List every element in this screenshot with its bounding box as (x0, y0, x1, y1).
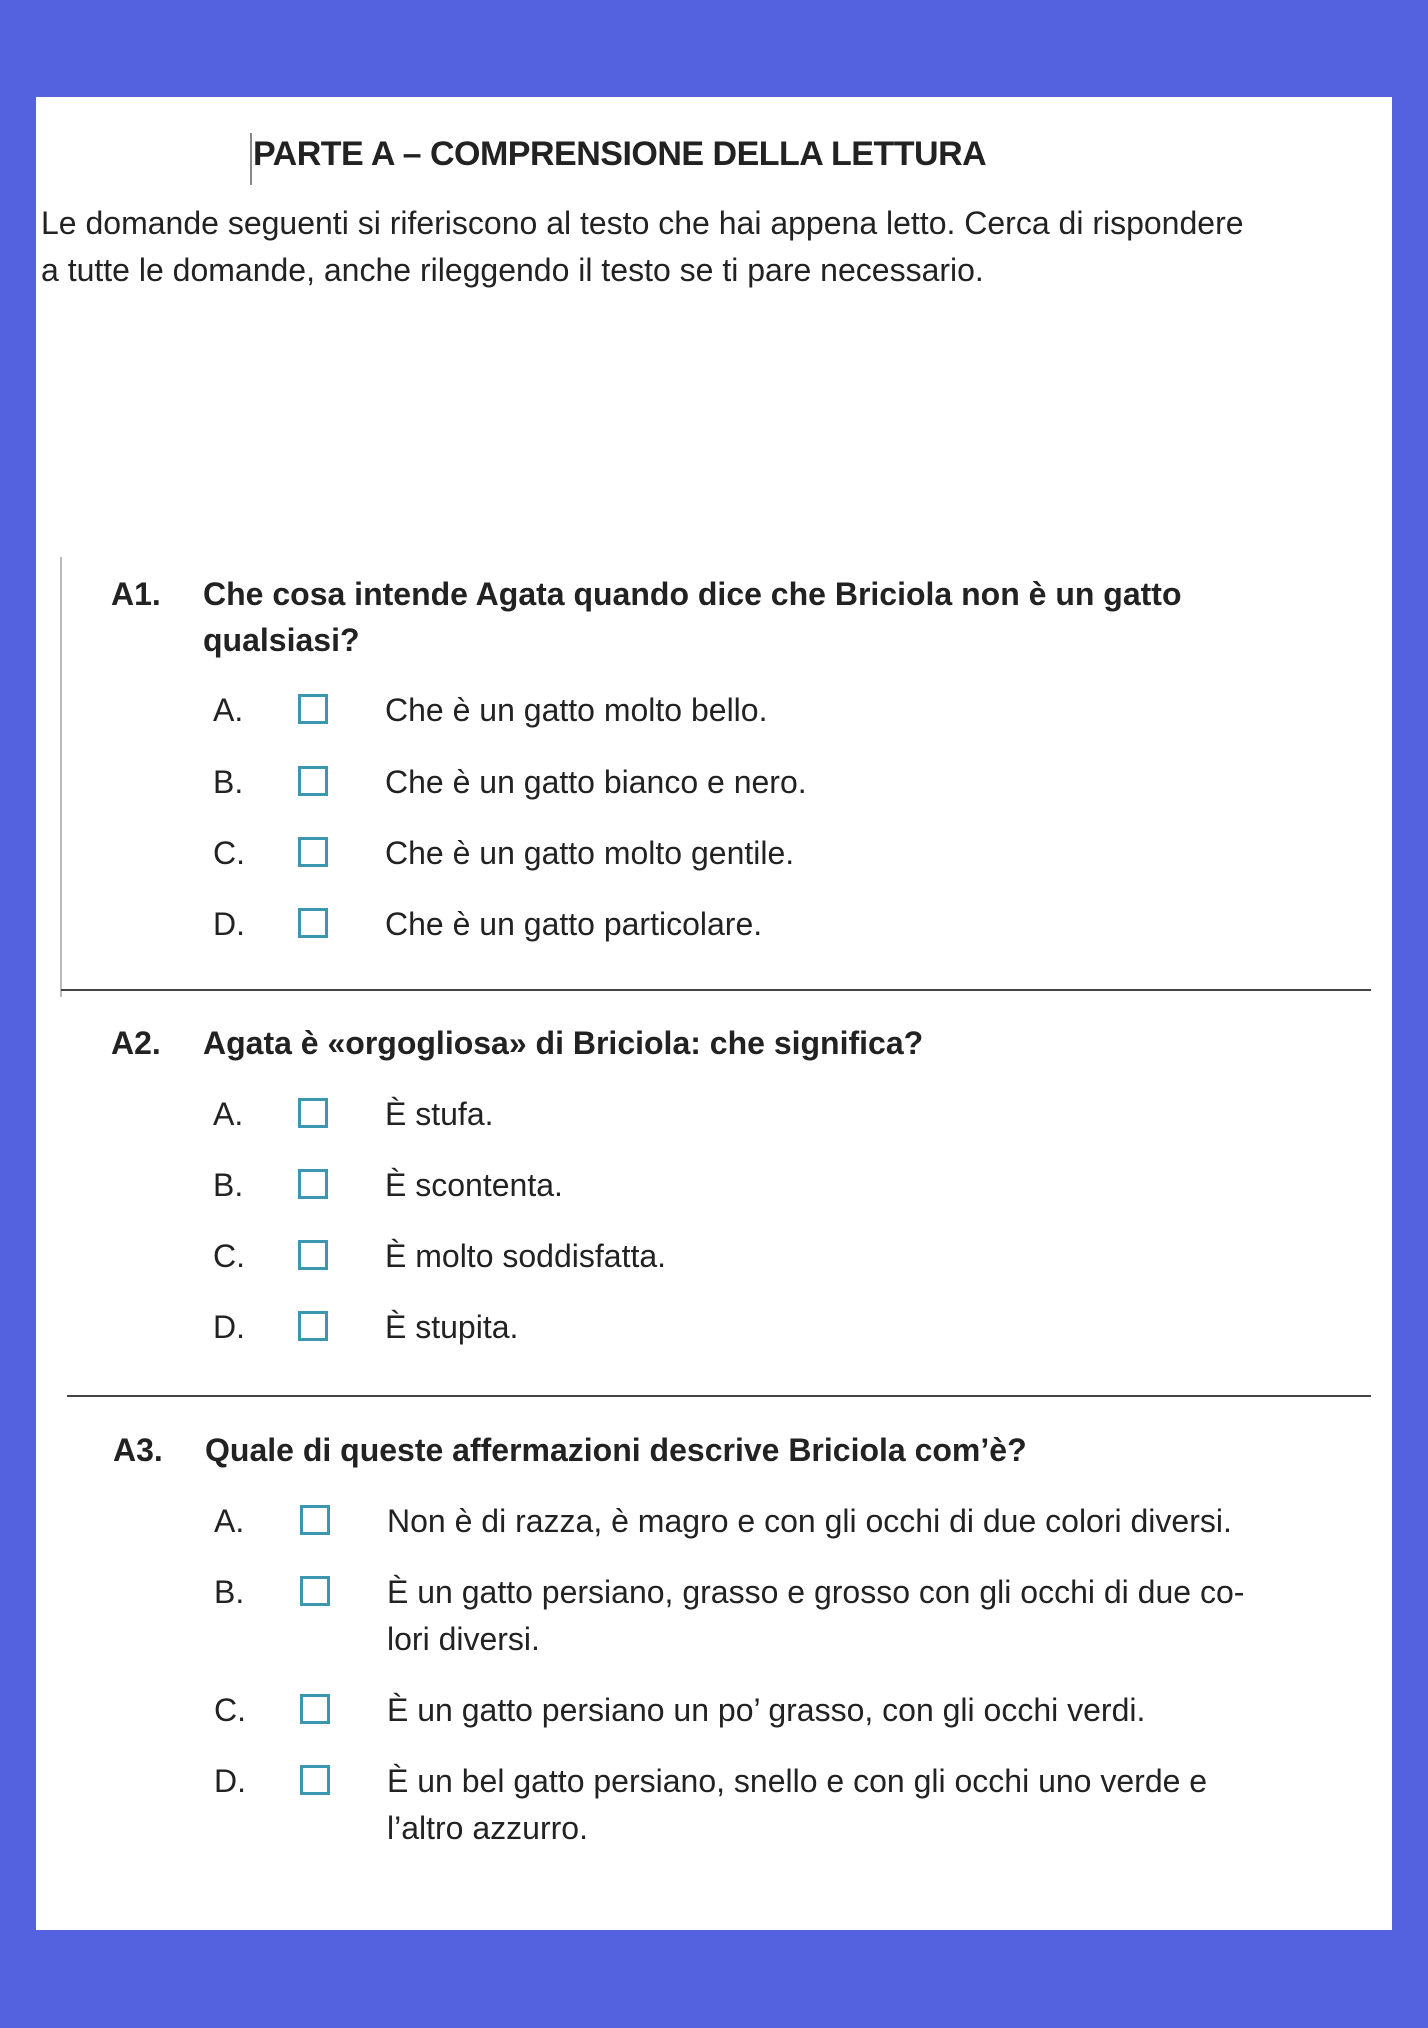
option-letter: A. (213, 692, 244, 728)
option-text: È un bel gatto persiano, snello e con gli occhi uno verde e (387, 1763, 1208, 1799)
answer-checkbox-a2-b[interactable] (298, 1169, 328, 1199)
worksheet-page (36, 97, 1392, 1930)
answer-checkbox-a3-c[interactable] (300, 1694, 330, 1724)
answer-checkbox-a3-d[interactable] (300, 1765, 330, 1795)
intro-line-2: a tutte le domande, anche rileggendo il testo se ti pare necessario. (41, 252, 984, 288)
question-number-a3: A3. (113, 1432, 163, 1468)
page-title: PARTE A – COMPRENSIONE DELLA LETTURA (253, 135, 987, 173)
answer-checkbox-a2-d[interactable] (298, 1311, 328, 1341)
question-text-a1-line2: qualsiasi? (203, 622, 360, 658)
answer-checkbox-a3-b[interactable] (300, 1576, 330, 1606)
option-text-line2: l’altro azzurro. (387, 1810, 588, 1846)
question-number-a2: A2. (111, 1025, 161, 1061)
option-text: È molto soddisfatta. (385, 1238, 667, 1274)
option-text: È stufa. (385, 1096, 494, 1132)
option-letter: D. (214, 1763, 246, 1799)
option-letter: C. (213, 835, 245, 871)
question-number-a1: A1. (111, 576, 161, 612)
section-divider (67, 1395, 1371, 1397)
option-letter: C. (213, 1238, 245, 1274)
option-text: È scontenta. (385, 1167, 563, 1203)
section-divider (61, 989, 1371, 991)
answer-checkbox-a1-c[interactable] (298, 837, 328, 867)
answer-checkbox-a2-c[interactable] (298, 1240, 328, 1270)
option-text: Che è un gatto particolare. (385, 906, 763, 942)
option-letter: D. (213, 1309, 245, 1345)
option-letter: B. (213, 1167, 244, 1203)
scan-mark (250, 133, 252, 185)
option-text: È un gatto persiano un po’ grasso, con gli occhi verdi. (387, 1692, 1146, 1728)
option-text: È un gatto persiano, grasso e grosso con gli occhi di due co- (387, 1574, 1245, 1610)
answer-checkbox-a1-a[interactable] (298, 694, 328, 724)
option-text: Che è un gatto bianco e nero. (385, 764, 807, 800)
answer-checkbox-a3-a[interactable] (300, 1505, 330, 1535)
question-text-a3: Quale di queste affermazioni descrive Briciola com’è? (205, 1432, 1027, 1468)
answer-checkbox-a1-b[interactable] (298, 766, 328, 796)
option-text: È stupita. (385, 1309, 519, 1345)
option-letter: A. (213, 1096, 244, 1132)
option-letter: B. (214, 1574, 245, 1610)
question-text-a1: Che cosa intende Agata quando dice che Briciola non è un gatto (203, 576, 1182, 612)
option-letter: C. (214, 1692, 246, 1728)
answer-checkbox-a1-d[interactable] (298, 908, 328, 938)
option-text-line2: lori diversi. (387, 1621, 540, 1657)
option-letter: D. (213, 906, 245, 942)
option-text: Che è un gatto molto bello. (385, 692, 768, 728)
option-text: Non è di razza, è magro e con gli occhi di due colori diversi. (387, 1503, 1232, 1539)
question-text-a2: Agata è «orgogliosa» di Briciola: che significa? (203, 1025, 924, 1061)
option-letter: A. (214, 1503, 245, 1539)
scan-edge (60, 557, 62, 997)
option-text: Che è un gatto molto gentile. (385, 835, 795, 871)
intro-line-1: Le domande seguenti si riferiscono al testo che hai appena letto. Cerca di rispondere (41, 205, 1244, 241)
option-letter: B. (213, 764, 244, 800)
answer-checkbox-a2-a[interactable] (298, 1098, 328, 1128)
